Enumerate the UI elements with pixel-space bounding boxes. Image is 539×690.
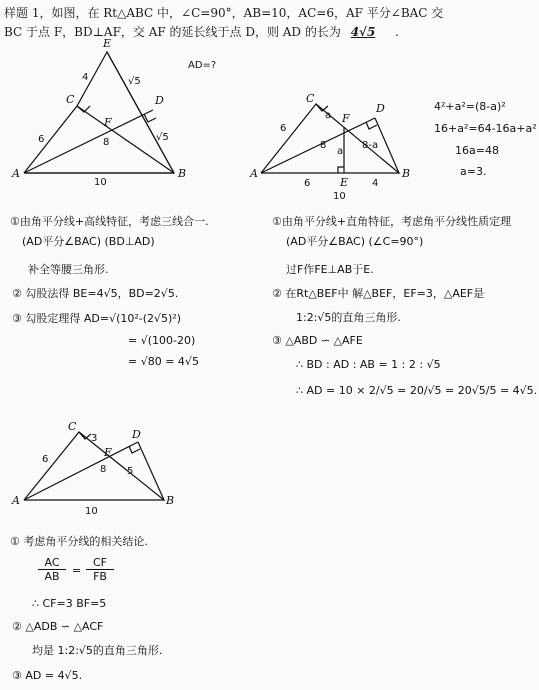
- problem-line-2-text: BC 于点 F，BD⊥AF，交 AF 的延长线于点 D，则 AD 的长为: [4, 25, 341, 39]
- fig2-num-af: 8: [320, 140, 327, 151]
- sol1-line-2: (AD平分∠BAC) (BD⊥AD): [22, 235, 155, 248]
- sol3-fraction-2-den: FB: [93, 570, 107, 583]
- problem-line-1: 样题 1，如图，在 Rt△ABC 中，∠C=90°，AB=10，AC=6，AF 平分∠BAC 交: [4, 6, 444, 20]
- sol3-fraction-2-num: CF: [86, 556, 114, 570]
- fig1-num-ed: √5: [128, 76, 141, 87]
- fig2-label-e: E: [340, 176, 349, 189]
- calc-line-1: 4²+a²=(8-a)²: [434, 100, 506, 113]
- fig3-label-b: B: [166, 494, 175, 507]
- fig1-label-a: A: [12, 167, 20, 180]
- fig1-num-ce: 4: [82, 72, 89, 83]
- calc-line-3: 16a=48: [455, 144, 499, 157]
- fig2-label-b: B: [402, 167, 411, 180]
- fig1-num-af: 8: [103, 137, 110, 148]
- fig3-label-d: D: [132, 428, 141, 441]
- fig2-num-eb: 4: [372, 178, 379, 189]
- sol2-line-3: 过F作FE⊥AB于E.: [286, 263, 374, 276]
- sol2-line-8: ∴ AD = 10 × 2/√5 = 20/√5 = 20√5/5 = 4√5.: [296, 384, 538, 397]
- sol1-line-1: ①由角平分线+高线特征，考虑三线合一.: [10, 215, 209, 228]
- sol2-line-1: ①由角平分线+直角特征，考虑角平分线性质定理: [272, 215, 512, 228]
- sol3-fraction-1: [38, 556, 66, 583]
- sol3-line-1: ① 考虑角平分线的相关结论.: [10, 535, 148, 548]
- fig3-right-angle-d: [129, 446, 140, 453]
- sol2-line-4: ② 在Rt△BEF中 解△BEF，EF=3，△AEF是: [272, 287, 485, 300]
- sol1-line-6: = √(100-20): [128, 334, 196, 347]
- fig2-num-ac: 6: [280, 123, 287, 134]
- sol1-line-3: 补全等腰三角形.: [28, 263, 109, 276]
- sol3-line-3: ② △ADB ∽ △ACF: [12, 620, 104, 633]
- sol3-line-2: ∴ CF=3 BF=5: [32, 597, 107, 610]
- fig1-note: AD=?: [188, 60, 217, 71]
- sol3-fraction-2: [86, 556, 114, 583]
- fig2-num-ab: 10: [333, 191, 346, 202]
- fig2-label-f: F: [342, 112, 350, 125]
- fig3-num-ac: 6: [42, 454, 49, 465]
- fig2-label-a: A: [250, 167, 258, 180]
- fig3-label-c: C: [68, 420, 77, 433]
- fig3-num-ab: 10: [85, 506, 98, 517]
- sol3-fraction-1-num: AC: [38, 556, 66, 570]
- fig2-label-d: D: [376, 102, 385, 115]
- fig1-label-f: F: [104, 116, 112, 129]
- fig3-label-a: A: [12, 494, 20, 507]
- sol2-line-2: (AD平分∠BAC) (∠C=90°): [286, 235, 424, 248]
- calc-line-2: 16+a²=64-16a+a²: [434, 122, 537, 135]
- answer-4sqrt5: 4√5: [350, 25, 376, 39]
- fig3-num-fb: 5: [127, 466, 134, 477]
- sol2-line-7: ∴ BD : AD : AB = 1 : 2 : √5: [296, 358, 441, 371]
- sol3-fraction-1-den: AB: [44, 570, 60, 583]
- fig2-num-fb: 8-a: [362, 140, 379, 151]
- fig3-num-cf: 3: [91, 433, 98, 444]
- fig3-label-f: F: [104, 446, 112, 459]
- sol3-line-5: ③ AD = 4√5.: [12, 669, 83, 682]
- sol3-line-4: 均是 1:2:√5的直角三角形.: [32, 644, 163, 657]
- sol3-equals: =: [72, 564, 82, 577]
- fig3-line-ad: [24, 442, 138, 500]
- fig3-line-db: [138, 442, 164, 500]
- sol1-line-5: ③ 勾股定理得 AD=√(10²-(2√5)²): [12, 312, 182, 325]
- sol2-line-5: 1:2:√5的直角三角形.: [296, 311, 401, 324]
- sol2-line-6: ③ △ABD ∽ △AFE: [272, 334, 363, 347]
- fig1-label-b: B: [178, 167, 187, 180]
- fig3-num-af: 8: [100, 464, 107, 475]
- fig1-label-e: E: [103, 37, 112, 50]
- calc-line-4: a=3.: [460, 165, 487, 178]
- fig1-num-ab: 10: [94, 177, 107, 188]
- fig1-label-c: C: [66, 93, 75, 106]
- period: .: [395, 25, 399, 39]
- fig1-num-bd: √5: [156, 132, 169, 143]
- fig2-num-ae: 6: [304, 178, 311, 189]
- fig2-num-fe: a: [337, 146, 344, 157]
- fig1-num-ac: 6: [38, 134, 45, 145]
- sol1-line-4: ② 勾股法得 BE=4√5，BD=2√5.: [12, 287, 179, 300]
- fig2-label-c: C: [306, 92, 315, 105]
- fig1-label-d: D: [155, 94, 164, 107]
- fig2-num-cf: a: [325, 110, 332, 121]
- sol1-line-7: = √80 = 4√5: [128, 355, 199, 368]
